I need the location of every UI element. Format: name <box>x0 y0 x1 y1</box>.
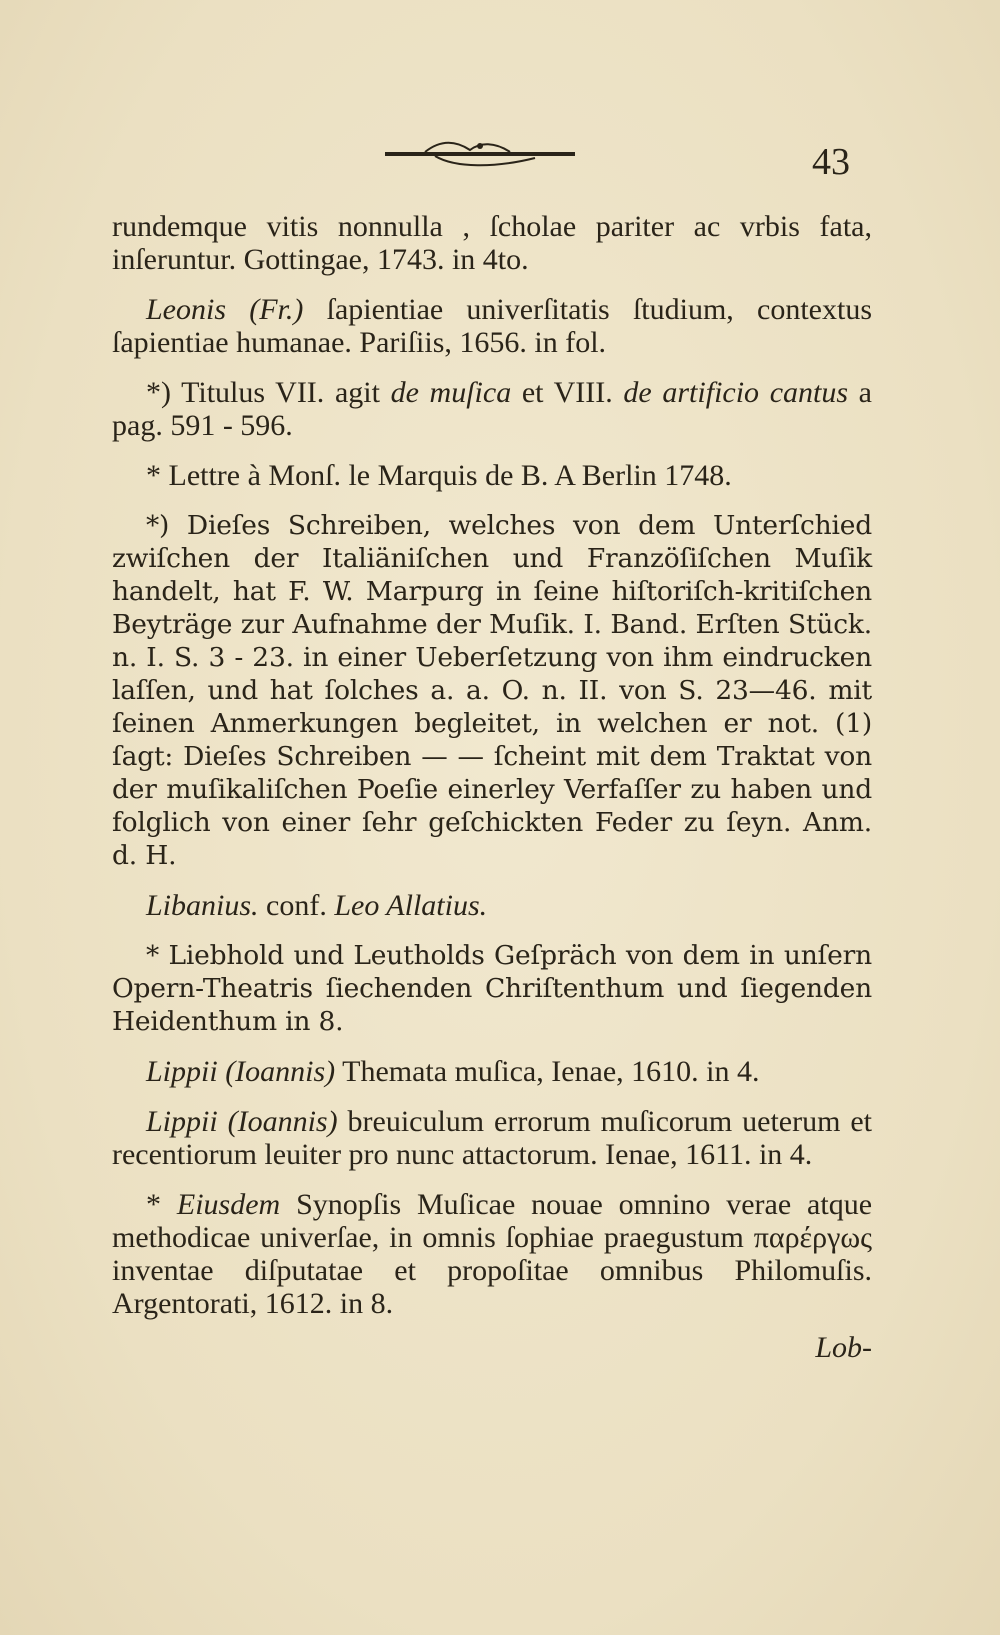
entry-text: Themata muſica, Ienae, 1610. in 4. <box>335 1055 760 1088</box>
footnote-entry <box>112 509 872 872</box>
entry-text: rundemque vitis nonnulla , ſcholae pariter ac vrbis fata, inſeruntur. Gottingae, 1743. in 4to. <box>112 210 872 276</box>
entry-text: Synopſis Muſicae nouae omnino verae atque methodicae univerſae, in omnis ſophiae praegustum παρέργως inventae diſputatae et propoſitae omnibus Philomuſis. Argentorati, 1612. in 8. <box>112 1188 873 1320</box>
entry-text: conf. <box>258 889 335 922</box>
entry-author: Eiusdem <box>176 1188 281 1221</box>
page-body <box>112 210 872 1364</box>
entry-text: et VIII. <box>511 376 624 409</box>
entry-author: Lippii (Ioannis) <box>146 1055 336 1088</box>
entry-author: Leonis (Fr.) <box>146 293 304 326</box>
footnote-entry <box>112 376 872 442</box>
entry-text: * Liebhold und Leutholds Geſpräch von dem in unſern Opern-Theatris ſiechenden Chriſtenthum und ſiegenden Heidenthum in 8. <box>112 940 872 1037</box>
entry-text: * Lettre à Monſ. le Marquis de B. A Berlin 1748. <box>146 459 732 492</box>
entry-text: *) Titulus VII. agit <box>146 376 391 409</box>
entry-italic: de muſica <box>390 376 512 409</box>
entry-author: Libanius. <box>146 889 259 922</box>
entry <box>112 1055 872 1088</box>
entry-author: Lippii (Ioannis) <box>146 1105 338 1138</box>
entry-text: a pag. 591 - 596. <box>112 376 872 442</box>
header-ornament-icon <box>385 138 575 172</box>
entry-text: ſapientiae univerſitatis ſtudium, contextus ſapientiae humanae. Pariſiis, 1656. in fol. <box>112 293 872 359</box>
entry-text: *) Dieſes Schreiben, welches von dem Unterſchied zwiſchen der Italiäniſchen und Franzöſiſchen Muſik handelt, hat F. W. Marpurg in ſeine hiſtoriſch-kritiſchen Beyträge zur Aufnahme der Muſik. I. Band. Erſten Stück. n. I. S. 3 - 23. in einer Ueberſetzung von ihm eindrucken laſſen, und hat ſolches a. a. O. n. II. von S. 23—46. mit ſeinen Anmerkungen begleitet, in welchen er not. (1) ſagt: Dieſes Schreiben — — ſcheint mit dem Traktat von der muſikaliſchen Poeſie einerley Verfaſſer zu haben und folglich von einer ſehr geſchickten Feder zu ſeyn. Anm. d. H. <box>112 510 872 871</box>
entry <box>112 459 872 492</box>
page-number: 43 <box>812 141 850 183</box>
entry-italic: de artificio cantus <box>623 376 849 409</box>
entry <box>112 1105 872 1171</box>
entry-text: * <box>146 1188 177 1221</box>
entry <box>112 889 872 922</box>
entry <box>112 939 872 1038</box>
entry <box>112 1188 872 1320</box>
entry <box>112 210 872 276</box>
entry <box>112 293 872 359</box>
catchword: Lob- <box>815 1331 872 1364</box>
entry-text: breuiculum errorum muſicorum ueterum et recentiorum leuiter pro nunc attactorum. Ienae, 1611. in 4. <box>112 1105 872 1171</box>
entry-italic: Leo Allatius. <box>334 889 488 922</box>
